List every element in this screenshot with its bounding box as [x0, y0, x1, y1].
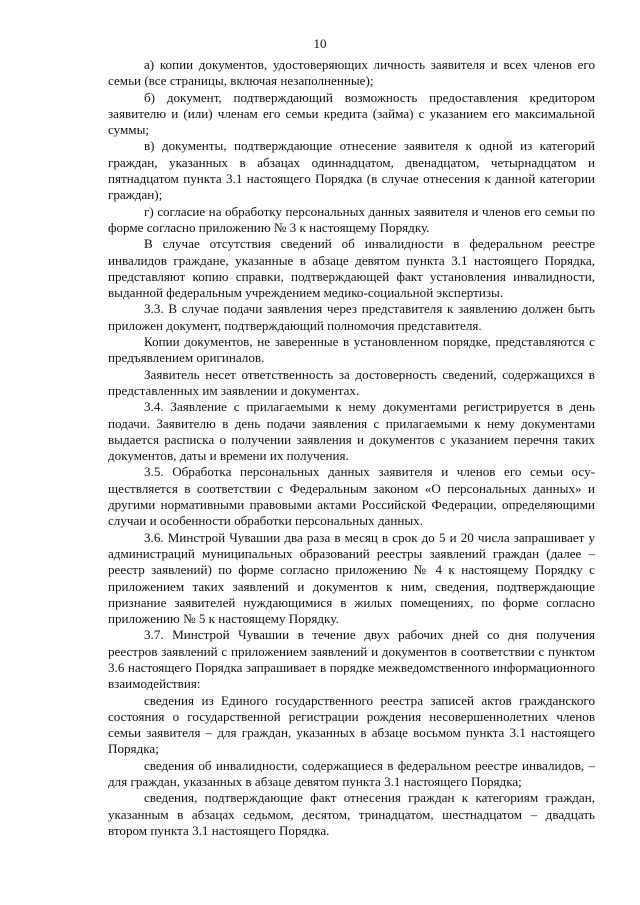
- paragraph-3-3-representative: 3.3. В случае подачи заявления через представителя к заявлению должен быть приложен документ, подтверждающий полномочия представителя.: [108, 301, 595, 333]
- page-number: 10: [313, 36, 327, 51]
- paragraph-disability-registry-info: сведения об инвалидности, содержащиеся в федеральном реестре инвалидов, – для граждан, указанных в абзаце девятом пункта 3.1 настоящего Порядка;: [108, 757, 595, 790]
- paragraph-copies-originals: Копии документов, не заверенные в установленном порядке, представляются с предъявлением оригиналов.: [108, 334, 595, 366]
- document-body: [108, 57, 595, 839]
- paragraph-item-v-category-docs: в) документы, подтверждающие отнесение заявителя к одной из категорий граждан, указанных в абзацах одиннадцатом, двенадцатом, четырнадцатом и пятнадцатом пункта 3.1 настоящего Порядка (в случае отнесения к данной категории граждан);: [108, 138, 595, 203]
- paragraph-civil-registry-info: сведения из Единого государственного реестра записей актов гражданского состояния о государственной регистрации рождения несовершеннолетних членов семьи заявителя – для граждан, указанных в абзаце восьмом пункта 3.1 настоящего Порядка;: [108, 692, 595, 757]
- paragraph-3-6-registries: 3.6. Минстрой Чувашии два раза в месяц в срок до 5 и 20 числа запрашивает у администраций муниципальных образований реестры заявлений граждан (далее – реестр заявлений) по форме согласно приложению № 4 к настоящему Порядку с приложением таких заявлений и документов к ним, сведения, подтверждающие признание заявителей нуждающимися в жилых помещениях, по форме согласно приложению № 5 к настоящему Порядку.: [108, 529, 595, 627]
- paragraph-3-4-registration: 3.4. Заявление с прилагаемыми к нему документами регистрируется в день подачи. Заявителю в день подачи заявления с прилагаемыми к нему документами выдается расписка о получении заявления и документов с указанием перечня таких документов, даты и времени их получения.: [108, 399, 595, 464]
- paragraph-item-g-consent: г) согласие на обработку персональных данных заявителя и членов его семьи по форме согласно приложению № 3 к настоящему Порядку.: [108, 203, 595, 235]
- paragraph-category-confirmation: сведения, подтверждающие факт отнесения граждан к категориям граждан, указанным в абзацах седьмом, десятом, тринадцатом, шестнадцатом – двадцать втором пункта 3.1 настоящего Порядка.: [108, 790, 595, 838]
- paragraph-item-b-credit-doc: б) документ, подтверждающий возможность предоставления кредитором заявителю и (или) членам его семьи кредита (займа) с указанием его максимальной суммы;: [108, 89, 595, 138]
- paragraph-disability-certificate: В случае отсутствия сведений об инвалидности в федеральном реестре инвалидов граждане, указанные в абзаце девятом пункта 3.1 настоящего Порядка, представляют копию справки, подтверждающей факт установления инвалидности, выданной федеральным учреждением медико-социальной экспертизы.: [108, 236, 595, 301]
- paragraph-3-5-personal-data: 3.5. Обработка персональных данных заявителя и членов его семьи осуществляется в соответствии с Федеральным законом «О персональных данных» и другими нормативными правовыми актами Российской Федерации, определяющими случаи и особенности обработки персональных данных.: [108, 464, 595, 529]
- paragraph-item-a-identity-docs: а) копии документов, удостоверяющих личность заявителя и всех членов его семьи (все страницы, включая незаполненные);: [108, 57, 595, 89]
- paragraph-applicant-responsibility: Заявитель несет ответственность за достоверность сведений, содержащихся в представленных им заявлении и документах.: [108, 366, 595, 398]
- paragraph-3-7-interagency-request: 3.7. Минстрой Чувашии в течение двух рабочих дней со дня получения реестров заявлений с приложением заявлений и документов в соответствии с пунктом 3.6 настоящего Порядка запрашивает в порядке межведомственного информационного взаимодействия:: [108, 627, 595, 692]
